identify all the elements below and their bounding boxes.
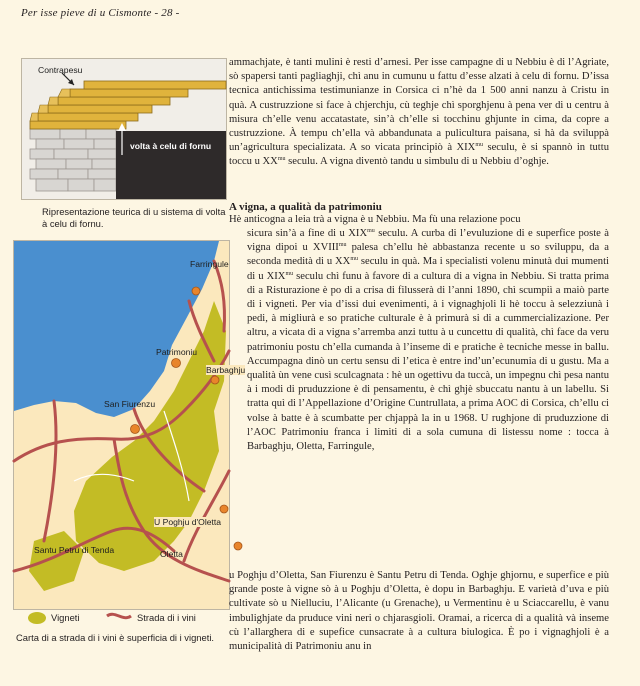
village-poghju — [220, 505, 228, 513]
figure1-caption: Ripresentazione teurica di u sistema di volta à celu di fornu. — [42, 206, 226, 229]
map-label-poghju: U Poghju d'Oletta — [154, 517, 222, 527]
section-heading: A vigna, a qualità da patrimoniu — [229, 201, 382, 213]
map-legend — [13, 608, 230, 628]
paragraph-wine-history: sicura sin’à a fine di u $XIX^{mu}$ seculu. A curba di l’evuluzione di e superfice poste à vigna dipoi u $XVIII^{mu}$ palesa ch’ellu hè abbastanza recente u so sviluppu, da a seconda medità di u $XX^{mu}$ seculu in quà. Ma i specialisti volenu minutà dui mumenti di u $XIX^{mu}$ seculu chì funu à favore di a cultura di a vigna in Nebbiu. Si tratta prima di a Risturazione è po di a crisa di filusserà di l’anni 1890, chì scumpiì a maiò parte di i vigneti. Per via d’issi dui evenimenti, à i vignaghjoli li hè toccu à selezziunà i pedi, à migliurà e so pratiche culturale è à primurà si di a cummercializazione. Per altru, a vicata di a vigna s’arremba anzi tuttu à u cuncettu di qualità, chì face da veru patrimoniu postu ch’ella cumanda à l’inseme di e pratiche è tecniche messe in ballu. Accumpagna dinò un certu sensu di l’etica è entre ind’un’ecunumia di u gustu. Ma a qualità ùn vene cusì sculcagnata : hè un ogettivu da tuccà, un impegnu chì pesa nantu à i modi di pruduzzione è di pensamentu, è chì ghjè sbuccatu nantu à un labellu. Si tratta quì di l’Appellazione d’Origine Cuntrullata, a prima AOC di Corsica, ch’ellu ci volse à batte è à scumbatte per chjappà la in u 1968. U rughjone di pruduzzione di l’AOC Patrimoniu franca i limiti di a sola cumuna di listessu nome : tocca à Barbaghju, Oletta, Farringule, — [247, 228, 609, 453]
legend-road-label: Strada di i vini — [137, 612, 196, 623]
paragraph-wine-first-line: Hè anticogna a leia trà a vigna è u Nebbiu. Ma fù una relazione pocu — [229, 214, 521, 225]
vault-diagram-drawing — [22, 59, 226, 199]
map-label-farringule: Farringule — [190, 259, 229, 269]
village-oletta — [234, 542, 242, 550]
legend-vineyard-swatch — [28, 612, 46, 624]
village-barbaghju — [211, 376, 219, 384]
wine-route-map — [13, 240, 246, 610]
map-label-oletta: Oletta — [160, 549, 183, 559]
paragraph-wine-varieties: u Poghju d’Oletta, San Fiurenzu è Santu Petru di Tenda. Oghje ghjornu, e superfice e più grande poste à vigne sò à u Poghju d’Oletta, è dopu in Barbaghju. E varietà d’uva e più cultivate sò u Nielluciu, l’Alicante (u Grenache), u Vermentinu è u Sciaccarellu, è vanu imbulighjate da pruduce vini neri o chjarasgioli. Oramai, a ricerca di a qualità và inseme cù l’allarghera di e supefice cunsacrate à a cultura biulogica. È po i vignaghjoli è a municipalità di Patrimoniu anu in — [229, 570, 609, 653]
legend-swatches — [13, 608, 230, 628]
map-label-santu-petru: Santu Petru di Tenda — [34, 545, 115, 555]
vault-diagram — [21, 58, 227, 200]
legend-vineyard-label: Vigneti — [51, 612, 80, 623]
legend-road-swatch — [107, 614, 131, 617]
map-label-san-fiurenzu: San Fiurenzu — [104, 399, 156, 409]
figure2-caption: Carta di a strada di i vini è superficia di i vigneti. — [16, 632, 215, 643]
paragraph-intro: ammachjate, è tanti mulini è resti d’arnesi. Per isse campagne di u Nebbiu è di l’Agriate, sò spapersi tanti pagliaghji, chì anu in cumunu u fattu d’esse alzati à celu di fornu. D’issa tecnica antichissima testimunianze in Corsica ci n’hè da 1 500 anni nanzu à Cristu in quà. A custruzzione si face à chjerchju, cù teghje chì sporghjenu à pena ver di u centru à misura ch’elle venu accatastate, sin’à ch’elle si tocchinu ghjunte in cima, da copre a custruzzione. À tempu ch’ella và abbandunata a pulicultura paisana, si hà da sviluppà un’agricultura specializata. A so vicata principiò à $XIX^{mu}$ seculu, è si spannò in tuttu toccu u $XX^{mu}$ seculu. A vigna diventò tandu u simbulu di u Nebbiu d’oghje. — [229, 57, 609, 168]
village-farringule — [192, 287, 200, 295]
map-label-patrimoniu: Patrimoniu — [156, 347, 198, 357]
running-header: Per isse pieve di u Cismonte - 28 - — [21, 7, 180, 19]
vault-arrow-label: volta à celu di fornu — [130, 141, 212, 151]
map-label-barbaghju: Barbaghju — [206, 365, 246, 375]
village-patrimoniu — [172, 359, 181, 368]
village-san-fiurenzu — [131, 425, 140, 434]
counterweight-label: Contrapesu — [38, 65, 83, 75]
